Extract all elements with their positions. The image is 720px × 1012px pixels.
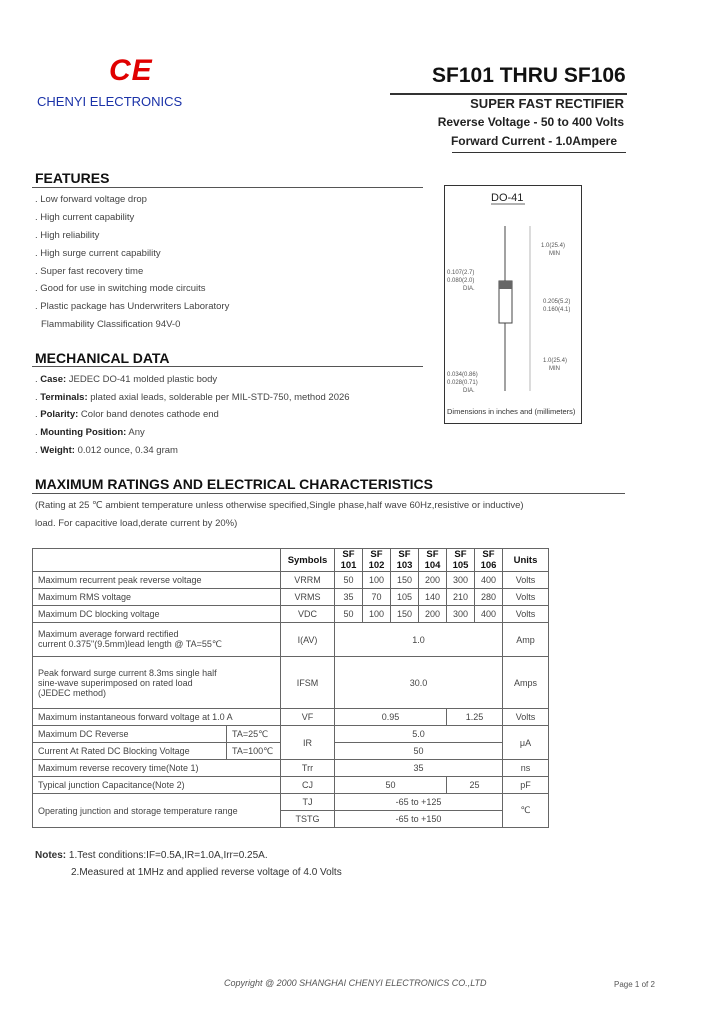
header-symbols: Symbols xyxy=(281,549,335,572)
param-label: Current At Rated DC Blocking Voltage xyxy=(33,743,227,760)
mech-label: Mounting Position: xyxy=(40,427,127,438)
ratings-title: MAXIMUM RATINGS AND ELECTRICAL CHARACTERISTICS xyxy=(35,476,433,492)
value-cell: 150 xyxy=(391,572,419,589)
dim-text: DIA. xyxy=(463,286,475,292)
symbol-cell: VF xyxy=(281,709,335,726)
mech-item-polarity: . Polarity: Color band denotes cathode end xyxy=(35,409,219,420)
value-cell: 140 xyxy=(419,589,447,606)
header-model: SF 103 xyxy=(391,549,419,572)
param-label: Peak forward surge current 8.3ms single half sine-wave superimposed on rated load (JEDEC method) xyxy=(33,657,281,709)
dim-text: DIA. xyxy=(463,388,475,394)
param-label: Typical junction Capacitance(Note 2) xyxy=(33,777,281,794)
value-cell: 50 xyxy=(335,777,447,794)
features-title: FEATURES xyxy=(35,170,110,186)
symbol-cell: VDC xyxy=(281,606,335,623)
condition-cell: TA=25℃ xyxy=(227,726,281,743)
value-cell: -65 to +125 xyxy=(335,794,503,811)
param-label: Maximum reverse recovery time(Note 1) xyxy=(33,760,281,777)
header-model: SF 102 xyxy=(363,549,391,572)
ratings-rule xyxy=(32,493,625,494)
company-name: CHENYI ELECTRONICS xyxy=(37,94,183,109)
do41-outline-diagram xyxy=(445,186,581,423)
notes xyxy=(35,850,268,861)
subtitle-rule xyxy=(452,152,626,153)
dim-text: 0.107(2.7) xyxy=(447,270,475,276)
header-model: SF 101 xyxy=(335,549,363,572)
mech-item-mounting: . Mounting Position: Any xyxy=(35,427,145,438)
forward-current-spec: Forward Current - 1.0Ampere xyxy=(450,134,617,148)
param-label: Maximum DC Reverse xyxy=(33,726,227,743)
symbol-cell: TSTG xyxy=(281,811,335,828)
table-row xyxy=(33,760,549,777)
table-row xyxy=(33,794,549,811)
table-header-row xyxy=(33,549,549,572)
dimensions-caption: Dimensions in inches and (millimeters) xyxy=(447,407,576,416)
symbol-cell: IFSM xyxy=(281,657,335,709)
mech-text: plated axial leads, solderable per MIL-STD-750, method 2026 xyxy=(87,392,350,403)
param-label: Maximum instantaneous forward voltage at 1.0 A xyxy=(33,709,281,726)
dim-text: 0.160(4.1) xyxy=(543,307,571,313)
value-cell: 50 xyxy=(335,572,363,589)
mech-label: Case: xyxy=(40,374,67,385)
dim-text: 0.205(5.2) xyxy=(543,299,571,305)
unit-cell: Amps xyxy=(503,657,549,709)
mech-label: Terminals: xyxy=(40,392,88,403)
ratings-note-1: (Rating at 25 ℃ ambient temperature unless otherwise specified,Single phase,half wave 60Hz,resistive or inductive) xyxy=(35,500,524,511)
symbol-cell: Trr xyxy=(281,760,335,777)
company-logo: CE xyxy=(109,54,153,87)
table-row xyxy=(33,709,549,726)
feature-item: . High current capability xyxy=(35,212,135,223)
symbol-cell: VRMS xyxy=(281,589,335,606)
value-cell: 70 xyxy=(363,589,391,606)
unit-cell: ns xyxy=(503,760,549,777)
header-model: SF 106 xyxy=(475,549,503,572)
table-row xyxy=(33,777,549,794)
mech-text: JEDEC DO-41 molded plastic body xyxy=(66,374,218,385)
value-cell: 200 xyxy=(419,606,447,623)
value-cell: 400 xyxy=(475,606,503,623)
value-cell: 100 xyxy=(363,606,391,623)
param-label: Maximum recurrent peak reverse voltage xyxy=(33,572,281,589)
dim-text: 0.028(0.71) xyxy=(447,380,478,386)
unit-cell: μA xyxy=(503,726,549,760)
feature-item: . Good for use in switching mode circuits xyxy=(35,283,206,294)
unit-cell: Volts xyxy=(503,589,549,606)
table-row xyxy=(33,623,549,657)
dim-text: MIN xyxy=(549,251,560,257)
param-label: Maximum average forward rectified current 0.375"(9.5mm)lead length @ TA=55℃ xyxy=(33,623,281,657)
unit-cell: ℃ xyxy=(503,794,549,828)
param-label: Maximum RMS voltage xyxy=(33,589,281,606)
mechanical-title: MECHANICAL DATA xyxy=(35,350,170,366)
package-drawing xyxy=(444,185,582,424)
param-label: Maximum DC blocking voltage xyxy=(33,606,281,623)
package-name: DO-41 xyxy=(491,192,524,204)
dim-text: 1.0(25.4) xyxy=(541,243,566,249)
table-row xyxy=(33,726,549,743)
mech-label: Polarity: xyxy=(40,409,79,420)
page-number: Page 1 of 2 xyxy=(614,980,655,989)
product-subtitle: SUPER FAST RECTIFIER xyxy=(470,96,624,111)
ratings-table xyxy=(32,548,549,828)
value-cell: 1.0 xyxy=(335,623,503,657)
feature-item: . Super fast recovery time xyxy=(35,266,144,277)
value-cell: 100 xyxy=(363,572,391,589)
features-rule xyxy=(32,187,423,188)
copyright: Copyright @ 2000 SHANGHAI CHENYI ELECTRONICS CO.,LTD xyxy=(224,978,487,988)
unit-cell: Amp xyxy=(503,623,549,657)
table-row xyxy=(33,589,549,606)
mech-text: Any xyxy=(126,427,145,438)
unit-cell: Volts xyxy=(503,606,549,623)
mech-item-terminals: . Terminals: plated axial leads, solderable per MIL-STD-750, method 2026 xyxy=(35,392,350,403)
table-row xyxy=(33,657,549,709)
param-label: Operating junction and storage temperature range xyxy=(33,794,281,828)
value-cell: 35 xyxy=(335,760,503,777)
dim-text: 1.0(25.4) xyxy=(543,358,568,364)
value-cell: 200 xyxy=(419,572,447,589)
value-cell: 30.0 xyxy=(335,657,503,709)
value-cell: 35 xyxy=(335,589,363,606)
symbol-cell: VRRM xyxy=(281,572,335,589)
dim-text: 0.080(2.0) xyxy=(447,278,475,284)
symbol-cell: I(AV) xyxy=(281,623,335,657)
mech-label: Weight: xyxy=(40,445,75,456)
table-row xyxy=(33,572,549,589)
note-2: 2.Measured at 1MHz and applied reverse voltage of 4.0 Volts xyxy=(71,867,342,878)
mechanical-rule xyxy=(32,366,423,367)
dim-text: 0.034(0.86) xyxy=(447,372,478,378)
feature-item: . High surge current capability xyxy=(35,248,161,259)
feature-item: Flammability Classification 94V-0 xyxy=(41,319,181,330)
cathode-band xyxy=(499,281,512,289)
value-cell: 50 xyxy=(335,606,363,623)
header-units: Units xyxy=(503,549,549,572)
feature-item: . Plastic package has Underwriters Laboratory xyxy=(35,301,230,312)
value-cell: 0.95 xyxy=(335,709,447,726)
table-cell xyxy=(33,549,281,572)
symbol-cell: TJ xyxy=(281,794,335,811)
unit-cell: Volts xyxy=(503,709,549,726)
value-cell: 300 xyxy=(447,606,475,623)
value-cell: 300 xyxy=(447,572,475,589)
dim-text: MIN xyxy=(549,366,560,372)
mech-text: 0.012 ounce, 0.34 gram xyxy=(74,445,178,456)
feature-item: . Low forward voltage drop xyxy=(35,194,147,205)
mech-item-weight: . Weight: 0.012 ounce, 0.34 gram xyxy=(35,445,178,456)
symbol-cell: CJ xyxy=(281,777,335,794)
ratings-note-2: load. For capacitive load,derate current by 20%) xyxy=(35,518,238,529)
header-model: SF 104 xyxy=(419,549,447,572)
value-cell: 400 xyxy=(475,572,503,589)
feature-item: . High reliability xyxy=(35,230,100,241)
mech-item-case: . Case: JEDEC DO-41 molded plastic body xyxy=(35,374,218,385)
unit-cell: Volts xyxy=(503,572,549,589)
mech-text: Color band denotes cathode end xyxy=(78,409,219,420)
value-cell: 50 xyxy=(335,743,503,760)
reverse-voltage-spec: Reverse Voltage - 50 to 400 Volts xyxy=(437,115,624,129)
value-cell: -65 to +150 xyxy=(335,811,503,828)
value-cell: 280 xyxy=(475,589,503,606)
value-cell: 5.0 xyxy=(335,726,503,743)
table-row xyxy=(33,606,549,623)
unit-cell: pF xyxy=(503,777,549,794)
symbol-cell: IR xyxy=(281,726,335,760)
value-cell: 210 xyxy=(447,589,475,606)
value-cell: 150 xyxy=(391,606,419,623)
header-rule xyxy=(390,93,627,95)
condition-cell: TA=100℃ xyxy=(227,743,281,760)
note-1: 1.Test conditions:IF=0.5A,IR=1.0A,Irr=0.25A. xyxy=(68,850,268,861)
header-model: SF 105 xyxy=(447,549,475,572)
value-cell: 1.25 xyxy=(447,709,503,726)
part-range-title: SF101 THRU SF106 xyxy=(432,64,626,87)
notes-label: Notes: xyxy=(35,850,67,861)
value-cell: 25 xyxy=(447,777,503,794)
value-cell: 105 xyxy=(391,589,419,606)
